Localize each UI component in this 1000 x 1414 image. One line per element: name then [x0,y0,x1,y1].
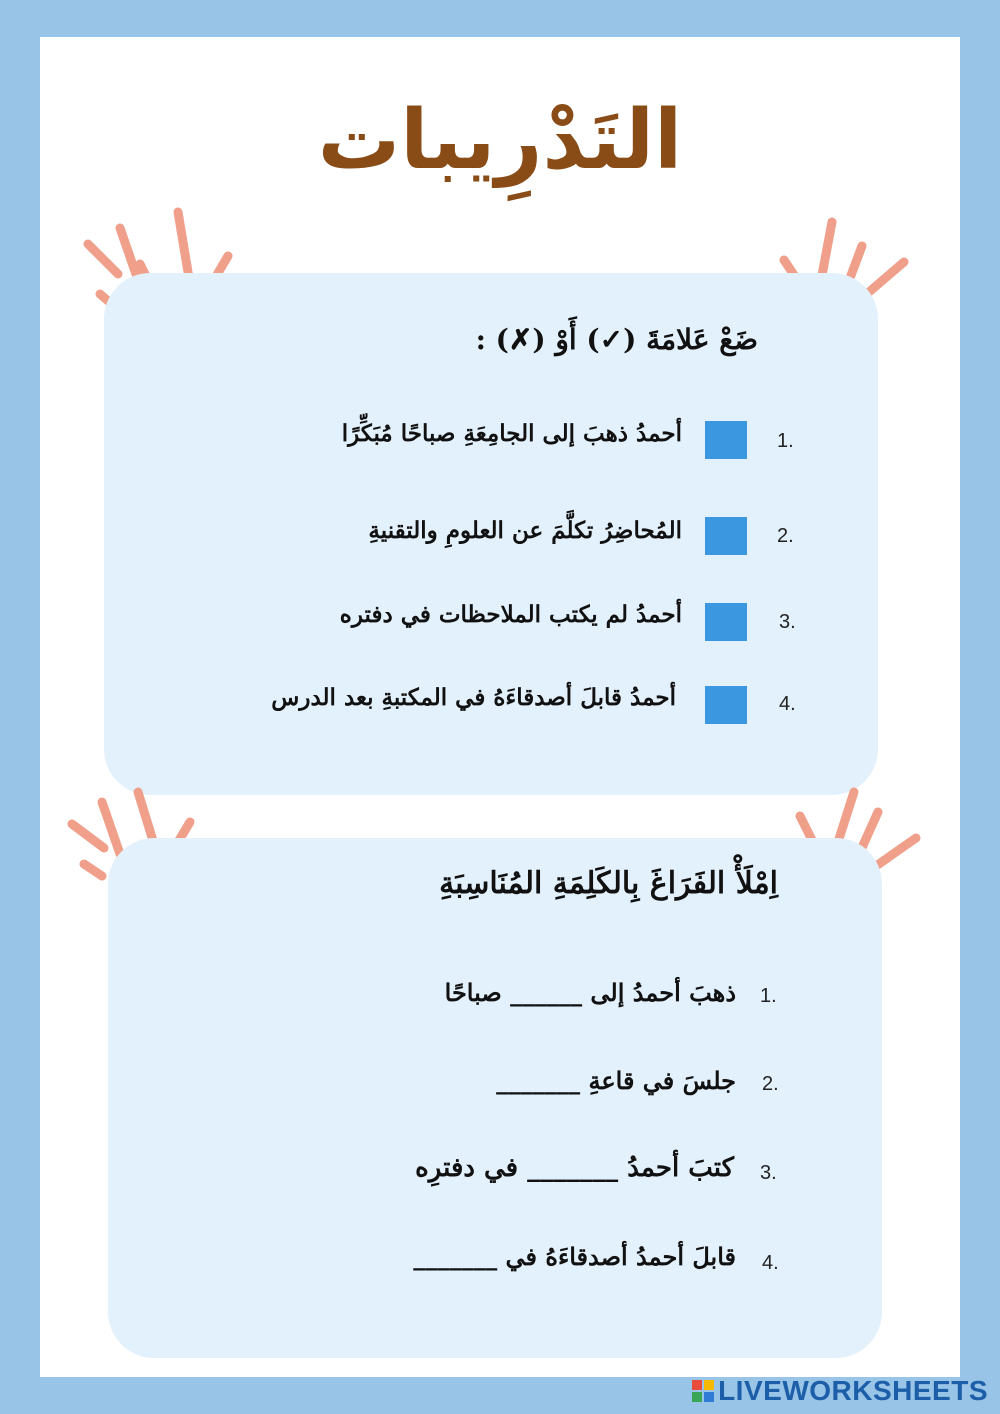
fill-blank-sentence-4[interactable]: قابلَ أحمدُ أصدقاءَهُ في _______ [413,1242,736,1271]
item-number: 2. [762,1073,779,1095]
item-number: 4. [779,693,796,715]
fill-blank-sentence-1[interactable]: ذهبَ أحمدُ إلى ______ صباحًا [444,978,736,1007]
answer-checkbox-2[interactable] [705,517,747,555]
statement-2: المُحاضِرُ تكلَّمَ عن العلومِ والتقنيةِ [368,517,682,544]
item-number: 3. [779,611,796,633]
fill-blank-sentence-3[interactable]: كتبَ أحمدُ _______ في دفترِه [415,1153,734,1183]
answer-checkbox-3[interactable] [705,603,747,641]
item-number: 3. [760,1162,777,1184]
fill-blank-sentence-2[interactable]: جلسَ في قاعةِ _______ [496,1066,736,1095]
answer-checkbox-1[interactable] [705,421,747,459]
statement-3: أحمدُ لم يكتب الملاحظات في دفتره [339,601,682,628]
liveworksheets-logo-icon [692,1380,714,1402]
liveworksheets-logo[interactable] [692,1374,988,1408]
item-number: 1. [760,985,777,1007]
page-title: التَدْرِيبات [317,93,683,188]
statement-4: أحمدُ قابلَ أصدقاءَهُ في المكتبةِ بعد الدرس [271,684,676,711]
item-number: 4. [762,1252,779,1274]
item-number: 2. [777,525,794,547]
true-false-instruction: ضَعْ عَلامَةَ (✓) أَوْ (✗) : [475,323,758,356]
fill-blank-card [108,838,882,1358]
answer-checkbox-4[interactable] [705,686,747,724]
statement-1: أحمدُ ذهبَ إلى الجامِعَةِ صباحًا مُبَكِّرًا [341,420,682,447]
item-number: 1. [777,430,794,452]
fill-blank-instruction: اِمْلَأْ الفَرَاغَ بِالكَلِمَةِ المُنَاسِبَةِ [439,866,778,901]
liveworksheets-brand: LIVEWORKSHEETS [718,1375,988,1406]
